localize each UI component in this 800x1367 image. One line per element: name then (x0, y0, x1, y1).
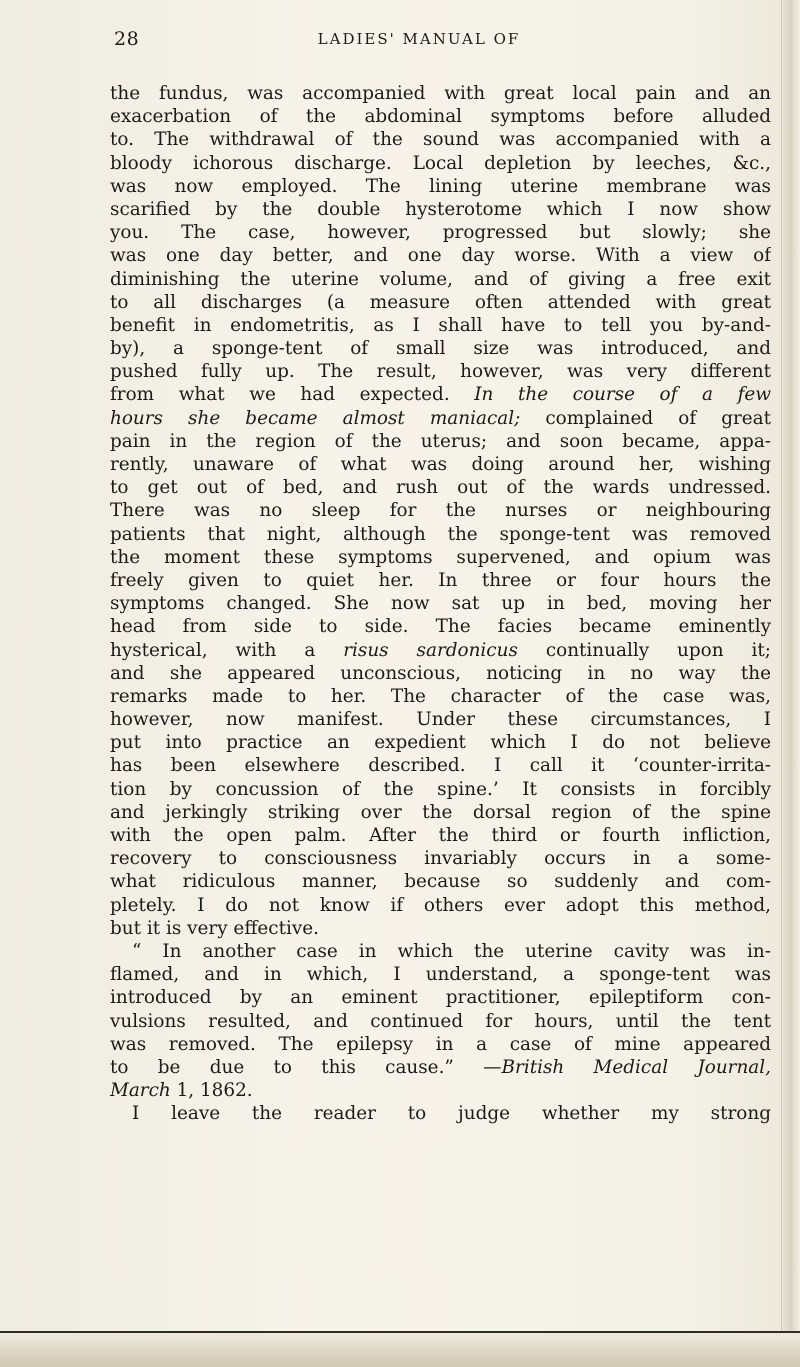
page-edge-bottom (0, 1331, 800, 1367)
text-line (110, 592, 771, 615)
text-line (110, 1079, 771, 1102)
text-run: patients that night, although the sponge-tent was removed (110, 523, 771, 545)
text-line (110, 523, 771, 546)
text-line (110, 291, 771, 314)
text-run: pletely. I do not know if others ever adopt this method, (110, 894, 771, 916)
page-number: 28 (114, 28, 140, 50)
text-line (110, 175, 771, 198)
text-run: bloody ichorous discharge. Local depletion by leeches, &c., (110, 152, 771, 174)
text-line (110, 569, 771, 592)
text-line (110, 1033, 771, 1056)
text-line (110, 314, 771, 337)
text-run: There was no sleep for the nurses or neighbouring (110, 500, 771, 522)
italic-text: risus sardonicus (343, 639, 518, 661)
text-run: has been elsewhere described. I call it ‘counter-irrita- (110, 755, 771, 777)
text-line (110, 546, 771, 569)
text-line (110, 708, 771, 731)
text-line (110, 917, 771, 940)
text-run: recovery to consciousness invariably occurs in a some- (110, 848, 771, 870)
text-line (110, 1056, 771, 1079)
text-line (110, 337, 771, 360)
text-line (110, 476, 771, 499)
text-line (110, 824, 771, 847)
text-line (110, 685, 771, 708)
text-run: tion by concussion of the spine.’ It consists in forcibly (110, 778, 771, 800)
italic-text: hours she became almost maniacal; (110, 407, 521, 429)
text-run: and jerkingly striking over the dorsal region of the spine (110, 801, 771, 823)
text-run: put into practice an expedient which I do not believe (110, 732, 771, 754)
text-line (110, 430, 771, 453)
text-line (110, 894, 771, 917)
text-line (110, 639, 771, 662)
text-run: hysterical, with a (110, 639, 344, 661)
page-edge-right (781, 0, 800, 1367)
text-line (110, 268, 771, 291)
text-run: exacerbation of the abdominal symptoms before alluded (110, 106, 771, 128)
text-run: to all discharges (a measure often attended with great (110, 291, 771, 313)
text-run: pain in the region of the uterus; and soon became, appa- (110, 430, 771, 452)
text-line (110, 847, 771, 870)
text-run: by), a sponge-tent of small size was introduced, and (110, 338, 771, 360)
text-line (110, 778, 771, 801)
text-run: from what we had expected. (110, 384, 475, 406)
text-run: the moment these symptoms supervened, and opium was (110, 546, 771, 568)
italic-text: In the course of a few (474, 384, 771, 406)
text-line (110, 1010, 771, 1033)
text-run: I leave the reader to judge whether my strong (132, 1103, 771, 1125)
text-line (110, 152, 771, 175)
text-line (110, 105, 771, 128)
text-line (110, 731, 771, 754)
text-line (110, 870, 771, 893)
text-run: flamed, and in which, I understand, a sponge-tent was (110, 964, 771, 986)
running-head: LADIES' MANUAL OF (317, 30, 521, 48)
text-run: to be due to this cause.” — (110, 1056, 502, 1078)
text-line (110, 801, 771, 824)
text-run: with the open palm. After the third or fourth infliction, (110, 825, 771, 846)
text-line (110, 453, 771, 476)
text-line (110, 963, 771, 986)
text-run: 1, 1862. (170, 1080, 253, 1102)
text-run: was removed. The epilepsy in a case of mine appeared (110, 1033, 771, 1055)
text-line (110, 940, 771, 963)
text-line (110, 754, 771, 777)
text-run: head from side to side. The facies became eminently (110, 616, 771, 638)
text-run: continually upon it; (517, 639, 771, 661)
text-line (110, 221, 771, 244)
text-run: to get out of bed, and rush out of the wards undressed. (110, 477, 771, 499)
text-run: but it is very effective. (110, 917, 319, 939)
text-run: symptoms changed. She now sat up in bed, moving her (110, 593, 771, 615)
text-line (110, 128, 771, 151)
text-run: freely given to quiet her. In three or four hours the (110, 569, 771, 591)
text-line (110, 986, 771, 1009)
text-run: you. The case, however, progressed but slowly; she (110, 222, 771, 244)
text-line (110, 407, 771, 430)
text-line (110, 1102, 771, 1125)
text-run: what ridiculous manner, because so suddenly and com- (110, 871, 771, 893)
text-run: rently, unaware of what was doing around her, wishing (110, 454, 771, 475)
text-line (110, 383, 771, 406)
text-run: pushed fully up. The result, however, was very different (110, 361, 771, 383)
text-run: was now employed. The lining uterine membrane was (110, 175, 771, 197)
text-run: scarified by the double hysterotome which I now show (110, 198, 771, 220)
text-run: to. The withdrawal of the sound was accompanied with a (110, 129, 771, 151)
text-line (110, 360, 771, 383)
text-line (110, 244, 771, 267)
text-run: the fundus, was accompanied with great local pain and an (110, 83, 771, 104)
text-line (110, 82, 771, 105)
text-run: introduced by an eminent practitioner, epileptiform con- (110, 987, 771, 1009)
text-run: however, now manifest. Under these circumstances, I (110, 709, 771, 731)
text-run: was one day better, and one day worse. With a view of (110, 245, 771, 267)
text-run: “ In another case in which the uterine cavity was in- (132, 940, 771, 962)
text-run: benefit in endometritis, as I shall have to tell you by-and- (110, 314, 771, 336)
text-run: and she appeared unconscious, noticing in no way the (110, 662, 771, 684)
text-line (110, 662, 771, 685)
italic-text: March (110, 1080, 171, 1102)
text-line (110, 615, 771, 638)
page-header (114, 28, 769, 56)
body-text (110, 82, 771, 1125)
text-line (110, 198, 771, 221)
text-run: remarks made to her. The character of the case was, (110, 685, 771, 707)
italic-text: British Medical Journal, (501, 1056, 771, 1078)
text-run: vulsions resulted, and continued for hours, until the tent (110, 1010, 771, 1032)
text-run: diminishing the uterine volume, and of giving a free exit (110, 268, 771, 290)
text-run: complained of great (520, 407, 771, 429)
text-line (110, 499, 771, 522)
